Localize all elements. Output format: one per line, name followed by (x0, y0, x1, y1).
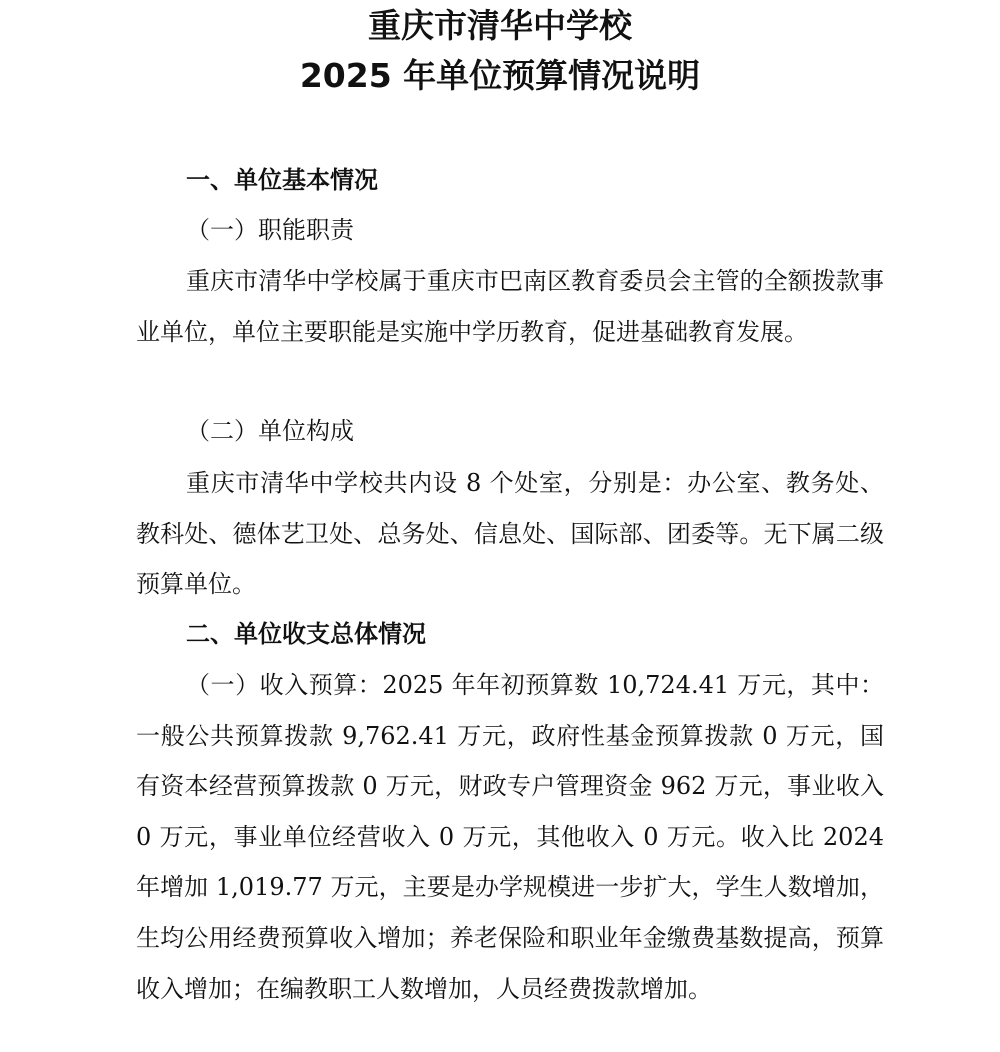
paragraph-functions: 重庆市清华中学校属于重庆市巴南区教育委员会主管的全额拨款事业单位，单位主要职能是实施中学历教育，促进基础教育发展。 (136, 267, 884, 346)
subsection-heading-functions: （一）职能职责 (186, 216, 354, 244)
section-heading-basic-info: 一、单位基本情况 (186, 166, 378, 194)
paragraph-income-budget: （一）收入预算：2025 年年初预算数 10,724.41 万元，其中：一般公共预算拨款 9,762.41 万元，政府性基金预算拨款 0 万元，国有资本经营预算拨款 0 万元，财政专户管理资金 962 万元，事业收入 0 万元，事业单位经营收入 0 万元，其他收入 0 万元。收入比 2024 年增加 1,019.77 万元，主要是办学规模进一步扩大，学生人数增加，生均公用经费预算收入增加；养老保险和职业年金缴费基数提高，预算收入增加；在编教职工人数增加，人员经费拨款增加。 (136, 671, 884, 1003)
document-subtitle: 2025 年单位预算情况说明 (299, 56, 701, 95)
paragraph-structure: 重庆市清华中学校共内设 8 个处室，分别是：办公室、教务处、教科处、德体艺卫处、总务处、信息处、国际部、团委等。无下属二级预算单位。 (136, 469, 884, 599)
subsection-heading-structure: （二）单位构成 (186, 417, 354, 445)
document-title: 重庆市清华中学校 (368, 6, 632, 45)
section-heading-budget-overview: 二、单位收支总体情况 (186, 620, 426, 648)
